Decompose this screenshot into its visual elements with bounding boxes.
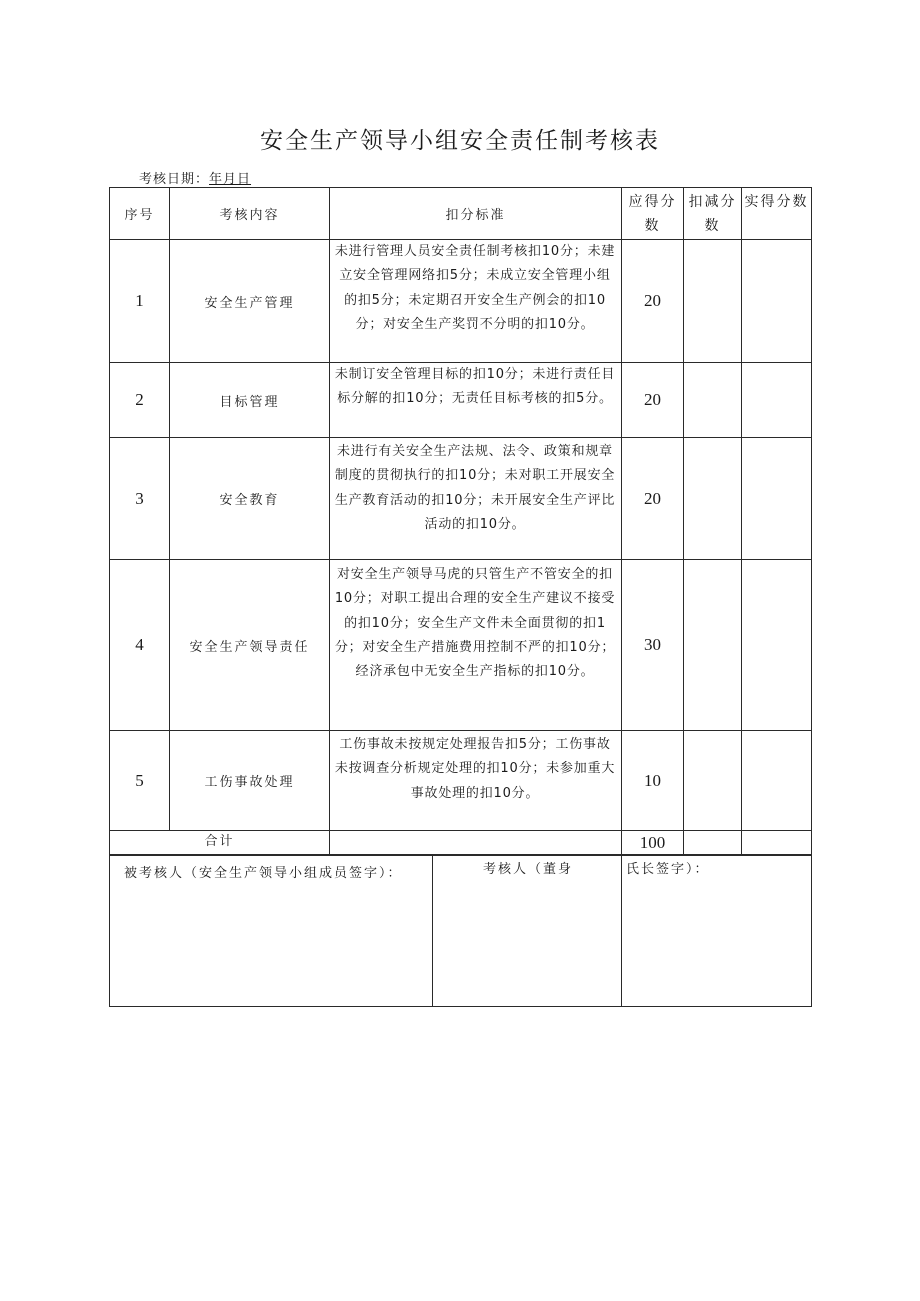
assessed-signature-field[interactable]: 被考核人（安全生产领导小组成员签字）： [110, 856, 433, 1007]
row-deducted-score[interactable] [684, 240, 742, 363]
header-standard: 扣分标准 [330, 188, 622, 240]
row-standard: 未进行管理人员安全责任制考核扣10分；未建立安全管理网络扣5分；未成立安全管理小组的扣5分；未定期召开安全生产例会的扣10分；对安全生产奖罚不分明的扣10分。 [330, 240, 622, 363]
total-deducted-score[interactable] [684, 831, 742, 855]
row-standard: 工伤事故未按规定处理报告扣5分；工伤事故未按调查分析规定处理的扣10分；未参加重大事故处理的扣10分。 [330, 731, 622, 831]
row-content: 工伤事故处理 [170, 731, 330, 831]
row-actual-score[interactable] [742, 363, 812, 438]
row-deducted-score[interactable] [684, 438, 742, 560]
assessment-date [139, 168, 251, 187]
row-due-score: 30 [622, 560, 684, 731]
row-standard: 未制订安全管理目标的扣10分；未进行责任目标分解的扣10分；无责任目标考核的扣5分。 [330, 363, 622, 438]
row-deducted-score[interactable] [684, 363, 742, 438]
header-actual-score: 实得分数 [742, 188, 812, 240]
page-title: 安全生产领导小组安全责任制考核表 [260, 128, 660, 154]
table-row [110, 731, 812, 831]
header-content: 考核内容 [170, 188, 330, 240]
row-actual-score[interactable] [742, 240, 812, 363]
total-row [110, 831, 812, 855]
row-due-score: 20 [622, 363, 684, 438]
header-row [110, 188, 812, 240]
row-due-score: 20 [622, 438, 684, 560]
row-actual-score[interactable] [742, 731, 812, 831]
table-row [110, 560, 812, 731]
row-actual-score[interactable] [742, 438, 812, 560]
row-content: 安全生产管理 [170, 240, 330, 363]
row-seq: 2 [110, 363, 170, 438]
table-row [110, 438, 812, 560]
header-seq: 序号 [110, 188, 170, 240]
assessment-table [109, 187, 812, 855]
row-due-score: 10 [622, 731, 684, 831]
row-standard: 对安全生产领导马虎的只管生产不管安全的扣10分；对职工提出合理的安全生产建议不接受的扣10分；安全生产文件未全面贯彻的扣1分；对安全生产措施费用控制不严的扣10分；经济承包中无安全生产指标的扣10分。 [330, 560, 622, 731]
row-content: 目标管理 [170, 363, 330, 438]
table-row [110, 240, 812, 363]
row-deducted-score[interactable] [684, 560, 742, 731]
row-due-score: 20 [622, 240, 684, 363]
date-label: 考核日期： [139, 172, 210, 187]
row-actual-score[interactable] [742, 560, 812, 731]
row-deducted-score[interactable] [684, 731, 742, 831]
row-standard: 未进行有关安全生产法规、法令、政策和规章制度的贯彻执行的扣10分；未对职工开展安全生产教育活动的扣10分；未开展安全生产评比活动的扣10分。 [330, 438, 622, 560]
row-seq: 1 [110, 240, 170, 363]
total-actual-score[interactable] [742, 831, 812, 855]
assessor-signature-field[interactable]: 考核人（董身 [433, 856, 622, 1007]
row-seq: 3 [110, 438, 170, 560]
row-seq: 5 [110, 731, 170, 831]
signature-table [109, 855, 812, 1007]
assessor-signature-field-cont[interactable]: 氏长签字）： [622, 856, 812, 1007]
header-due-score: 应得分 数 [622, 188, 684, 240]
header-deducted-score: 扣减分 数 [684, 188, 742, 240]
date-value: 年月日 [209, 172, 252, 187]
table-row [110, 363, 812, 438]
total-score: 100 [622, 831, 684, 855]
total-standard-cell [330, 831, 622, 855]
row-content: 安全教育 [170, 438, 330, 560]
row-content: 安全生产领导责任 [170, 560, 330, 731]
total-label: 合计 [204, 834, 235, 849]
total-label-cell [110, 831, 330, 855]
row-seq: 4 [110, 560, 170, 731]
